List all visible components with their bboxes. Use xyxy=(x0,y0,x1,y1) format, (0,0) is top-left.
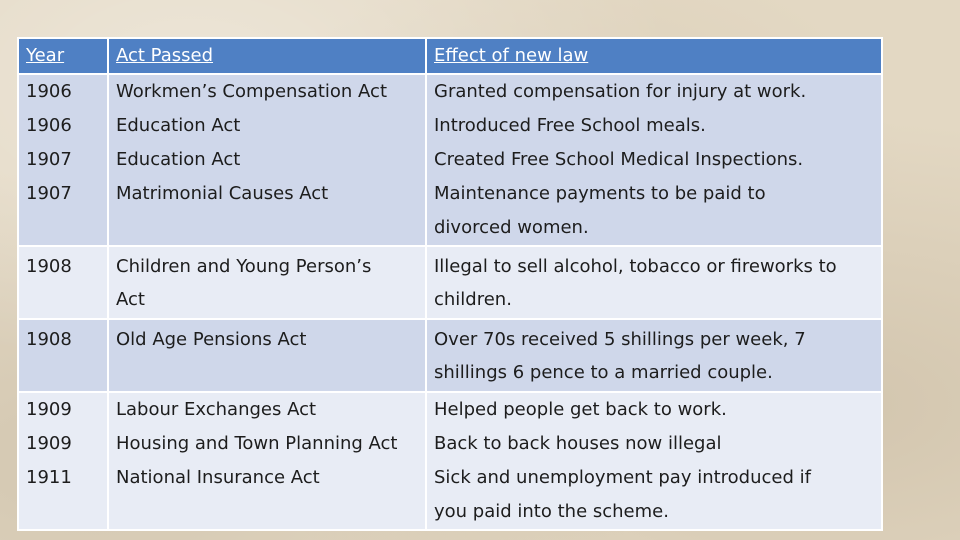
acts-table xyxy=(17,37,883,531)
effect-text: Back to back houses now illegal xyxy=(434,433,722,454)
year-text: 1911 xyxy=(26,467,72,488)
year-cell xyxy=(18,319,108,392)
year-header: Year xyxy=(18,38,108,74)
act-text: Children and Young Person’s xyxy=(116,256,372,277)
act-text: Labour Exchanges Act xyxy=(116,399,317,420)
effect-text: Created Free School Medical Inspections. xyxy=(434,149,804,170)
effect-text: shillings 6 pence to a married couple. xyxy=(434,362,773,383)
year-cell xyxy=(18,74,108,246)
effect-text: Introduced Free School meals. xyxy=(434,115,706,136)
act-text: Act xyxy=(116,289,145,310)
year-text: 1909 xyxy=(26,399,72,420)
effect-cell xyxy=(426,246,882,319)
year-text: 1908 xyxy=(26,329,72,350)
effect-text: Illegal to sell alcohol, tobacco or fireworks to xyxy=(434,256,837,277)
effect-cell xyxy=(426,74,882,246)
act-text: Old Age Pensions Act xyxy=(116,329,307,350)
table-header-row xyxy=(18,38,882,74)
year-cell xyxy=(18,392,108,530)
table-row xyxy=(18,246,882,319)
act-text: Matrimonial Causes Act xyxy=(116,183,329,204)
effect-text: divorced women. xyxy=(434,217,589,238)
year-text: 1907 xyxy=(26,183,72,204)
act-passed-header: Act Passed xyxy=(108,38,426,74)
act-cell xyxy=(108,74,426,246)
act-cell xyxy=(108,392,426,530)
act-cell xyxy=(108,319,426,392)
year-text: 1909 xyxy=(26,433,72,454)
effect-header: Effect of new law xyxy=(426,38,882,74)
effect-text: you paid into the scheme. xyxy=(434,501,669,522)
effect-text: children. xyxy=(434,289,512,310)
year-text: 1906 xyxy=(26,115,72,136)
act-text: National Insurance Act xyxy=(116,467,320,488)
act-text: Education Act xyxy=(116,149,241,170)
effect-cell xyxy=(426,319,882,392)
act-text: Workmen’s Compensation Act xyxy=(116,81,388,102)
effect-text: Helped people get back to work. xyxy=(434,399,727,420)
effect-text: Over 70s received 5 shillings per week, 7 xyxy=(434,329,806,350)
table-row xyxy=(18,74,882,246)
effect-text: Sick and unemployment pay introduced if xyxy=(434,467,811,488)
year-text: 1906 xyxy=(26,81,72,102)
effect-text: Granted compensation for injury at work. xyxy=(434,81,807,102)
table-row xyxy=(18,319,882,392)
year-text: 1907 xyxy=(26,149,72,170)
year-text: 1908 xyxy=(26,256,72,277)
year-cell xyxy=(18,246,108,319)
act-text: Housing and Town Planning Act xyxy=(116,433,398,454)
table-row xyxy=(18,392,882,530)
effect-text: Maintenance payments to be paid to xyxy=(434,183,766,204)
act-text: Education Act xyxy=(116,115,241,136)
act-cell xyxy=(108,246,426,319)
effect-cell xyxy=(426,392,882,530)
